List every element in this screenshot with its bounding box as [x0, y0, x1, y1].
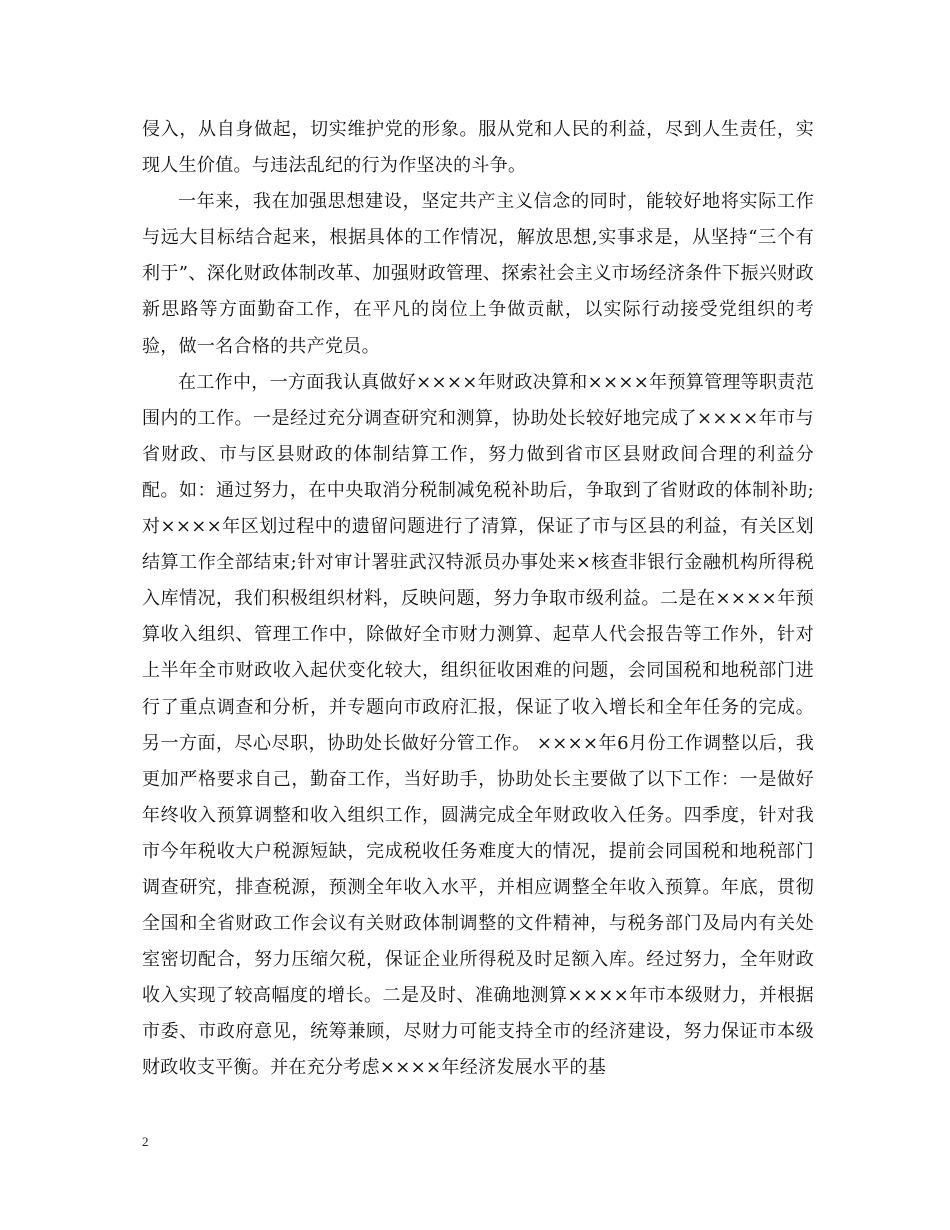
- paragraph-2: 一年来，我在加强思想建设，坚定共产主义信念的同时，能较好地将实际工作与远大目标结合起来，根据具体的工作情况，解放思想,实事求是，从坚持“三个有利于”、深化财政体制改革、加强财政管理、探索社会主义市场经济条件下振兴财政新思路等方面勤奋工作，在平凡的岗位上争做贡献，以实际行动接受党组织的考验，做一名合格的共产党员。: [142, 191, 814, 357]
- document-body: [142, 112, 814, 1087]
- paragraph-1: 侵入，从自身做起，切实维护党的形象。服从党和人民的利益，尽到人生责任，实现人生价值。与违法乱纪的行为作坚决的斗争。: [142, 119, 814, 177]
- page-number: 2: [142, 1134, 149, 1149]
- paragraph-3: 在工作中，一方面我认真做好××××年财政决算和××××年预算管理等职责范围内的工作。一是经过充分调查研究和测算，协助处长较好地完成了××××年市与省财政、市与区县财政的体制结算工作，努力做到省市区县财政间合理的利益分配。如：通过努力，在中央取消分税制减免税补助后，争取到了省财政的体制补助;对××××年区划过程中的遗留问题进行了清算，保证了市与区县的利益，有关区划结算工作全部结束;针对审计署驻武汉特派员办事处来×核查非银行金融机构所得税入库情况，我们积极组织材料，反映问题，努力争取市级利益。二是在××××年预算收入组织、管理工作中，除做好全市财力测算、起草人代会报告等工作外，针对上半年全市财政收入起伏变化较大，组织征收困难的问题，会同国税和地税部门进行了重点调查和分析，并专题向市政府汇报，保证了收入增长和全年任务的完成。 另一方面，尽心尽职，协助处长做好分管工作。 ××××年6月份工作调整以后，我更加严格要求自己，勤奋工作，当好助手，协助处长主要做了以下工作：一是做好年终收入预算调整和收入组织工作，圆满完成全年财政收入任务。四季度，针对我市今年税收大户税源短缺，完成税收任务难度大的情况，提前会同国税和地税部门调查研究，排查税源，预测全年收入水平，并相应调整全年收入预算。年底，贯彻全国和全省财政工作会议有关财政体制调整的文件精神，与税务部门及局内有关处室密切配合，努力压缩欠税，保证企业所得税及时足额入库。经过努力，全年财政收入实现了较高幅度的增长。二是及时、准确地测算××××年市本级财力，并根据市委、市政府意见，统筹兼顾，尽财力可能支持全市的经济建设，努力保证市本级财政收支平衡。并在充分考虑××××年经济发展水平的基: [142, 371, 814, 1079]
